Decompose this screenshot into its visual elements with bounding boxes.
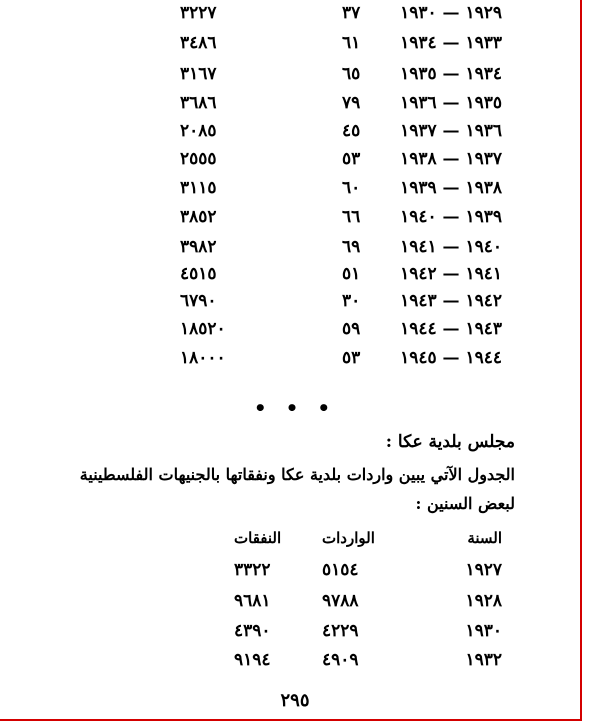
count-cell: ٦١ [342,33,361,53]
amount-cell: ٣١٦٧ [180,64,217,84]
years-cell: ١٩٣٣ — ١٩٣٤ [400,33,502,53]
count-cell: ٣٠ [342,291,361,311]
revenue-cell: ٩٧٨٨ [322,591,359,611]
years-cell: ١٩٢٩ — ١٩٣٠ [400,3,502,23]
table-row [0,556,590,584]
page-number: ٢٩٥ [280,690,310,711]
table-row [0,646,590,674]
count-cell: ٥٣ [342,348,361,368]
count-cell: ٤٥ [342,121,361,141]
table-row [0,30,590,56]
table-row [0,316,590,342]
amount-cell: ٢٠٨٥ [180,121,217,141]
revenue-header: الواردات [322,529,375,547]
section-separator: • • • [253,396,337,420]
count-cell: ٦٩ [342,237,361,257]
year-cell: ١٩٣٢ [465,650,502,670]
years-cell: ١٩٤٣ — ١٩٤٤ [400,319,502,339]
table-row [0,0,590,26]
revenue-cell: ٤٩٠٩ [322,650,359,670]
years-cell: ١٩٣٧ — ١٩٣٨ [400,149,502,169]
table-row [0,146,590,172]
table-row [0,204,590,230]
amount-cell: ٢٥٥٥ [180,149,217,169]
table-row [0,61,590,87]
years-cell: ١٩٣٩ — ١٩٤٠ [400,207,502,227]
amount-cell: ١٨٥٢٠ [180,319,226,339]
years-cell: ١٩٣٤ — ١٩٣٥ [400,64,502,84]
year-cell: ١٩٣٠ [465,621,502,641]
section-heading: مجلس بلدية عكا : [385,432,515,452]
table-row [0,234,590,260]
year-cell: ١٩٢٧ [465,560,502,580]
table-row [0,118,590,144]
count-cell: ٥٩ [342,319,361,339]
count-cell: ٦٦ [342,207,361,227]
table-row [0,617,590,645]
years-cell: ١٩٤١ — ١٩٤٢ [400,264,502,284]
table-row [0,261,590,287]
count-cell: ٥٣ [342,149,361,169]
expenses-cell: ٩١٩٤ [234,650,271,670]
years-cell: ١٩٤٢ — ١٩٤٣ [400,291,502,311]
paragraph-line: الجدول الآتي يبين واردات بلدية عكا ونفقاتها بالجنيهات الفلسطينية [79,465,515,484]
paragraph-line: لبعض السنين : [415,494,515,513]
expenses-cell: ٣٣٢٢ [234,560,271,580]
years-cell: ١٩٤٠ — ١٩٤١ [400,237,502,257]
revenue-cell: ٤٢٢٩ [322,621,359,641]
table-header-row [0,524,590,552]
count-cell: ٥١ [342,264,361,284]
table-row [0,587,590,615]
amount-cell: ٦٧٩٠ [180,291,217,311]
table-row [0,175,590,201]
amount-cell: ٣٨٥٢ [180,207,217,227]
amount-cell: ٣١١٥ [180,178,217,198]
year-header: السنة [467,529,502,547]
amount-cell: ٣٢٢٧ [180,3,217,23]
table-row [0,345,590,371]
years-cell: ١٩٤٤ — ١٩٤٥ [400,348,502,368]
count-cell: ٦٥ [342,64,361,84]
years-cell: ١٩٣٥ — ١٩٣٦ [400,93,502,113]
year-cell: ١٩٢٨ [465,591,502,611]
revenue-cell: ٥١٥٤ [322,560,359,580]
count-cell: ٦٠ [342,178,361,198]
count-cell: ٣٧ [342,3,361,23]
amount-cell: ١٨٠٠٠ [180,348,226,368]
count-cell: ٧٩ [342,93,361,113]
table-row [0,288,590,314]
table-row [0,90,590,116]
amount-cell: ٣٩٨٢ [180,237,217,257]
expenses-cell: ٤٣٩٠ [234,621,271,641]
amount-cell: ٣٦٨٦ [180,93,217,113]
expenses-header: النفقات [234,529,282,547]
years-cell: ١٩٣٨ — ١٩٣٩ [400,178,502,198]
expenses-cell: ٩٦٨١ [234,591,271,611]
amount-cell: ٤٥١٥ [180,264,217,284]
amount-cell: ٣٤٨٦ [180,33,217,53]
years-cell: ١٩٣٦ — ١٩٣٧ [400,121,502,141]
